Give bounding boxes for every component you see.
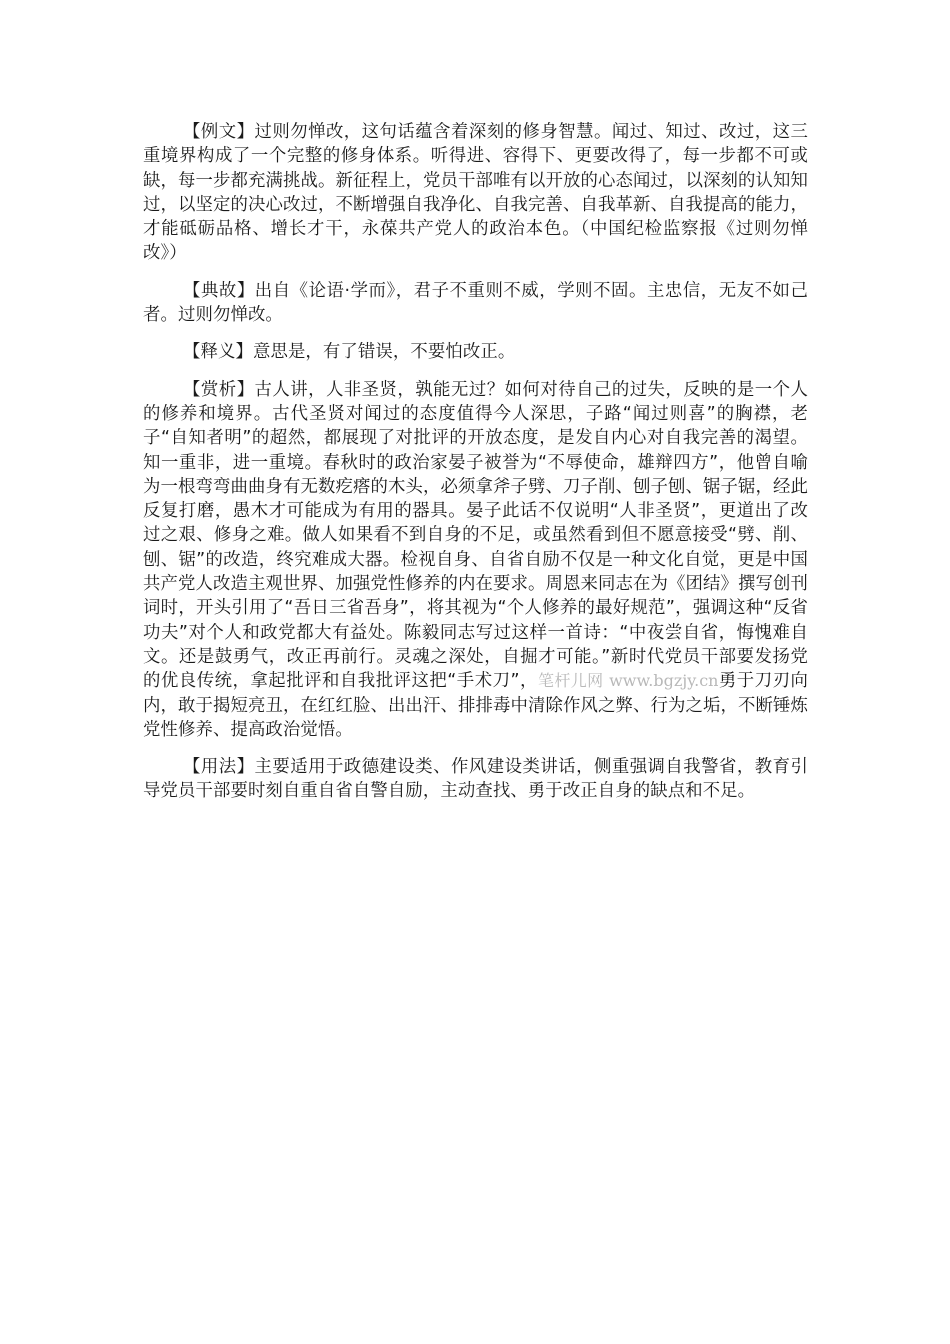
analysis-paragraph	[143, 378, 808, 742]
source-paragraph: 【典故】出自《论语·学而》，君子不重则不威，学则不固。主忠信，无友不如己者。过则勿惮改。	[143, 280, 808, 326]
analysis-text-after: 勇于刀刃向内，敢于揭短亮丑，在红红脸、出出汗、排排毒中清除作风之弊、行为之垢，不断锤炼党性修养、提高政治觉悟。	[143, 671, 808, 740]
meaning-paragraph: 【释义】意思是，有了错误，不要怕改正。	[183, 342, 516, 363]
watermark-text: 笔杆儿网 www.bgzjy.cn	[537, 671, 719, 691]
analysis-text-before: 【赏析】古人讲，人非圣贤，孰能无过？如何对待自己的过失，反映的是一个人的修养和境界。古代圣贤对闻过的态度值得今人深思，子路“闻过则喜”的胸襟，老子“自知者明”的超然，都展现了对批评的开放态度，是发自内心对自我完善的渴望。知一重非，进一重境。春秋时的政治家晏子被誉为“不辱使命，雄辩四方”，他曾自喻为一根弯弯曲曲身有无数疙瘩的木头，必须拿斧子劈、刀子削、刨子刨、锯子锯，经此反复打磨，愚木才可能成为有用的器具。晏子此话不仅说明“人非圣贤”，更道出了改过之艰、修身之难。做人如果看不到自身的不足，或虽然看到但不愿意接受“劈、削、刨、锯”的改造，终究难成大器。检视自身、自省自励不仅是一种文化自觉，更是中国共产党人改造主观世界、加强党性修养的内在要求。周恩来同志在为《团结》撰写创刊词时，开头引用了“吾日三省吾身”，将其视为“个人修养的最好规范”，强调这种“反省功夫”对个人和政党都大有益处。陈毅同志写过这样一首诗：“中夜尝自省，悔愧难自文。还是鼓勇气，改正再前行。灵魂之深处，自掘才可能。”新时代党员干部要发扬党的优良传统，拿起批评和自我批评这把“手术刀”，	[143, 379, 808, 692]
usage-paragraph: 【用法】主要适用于政德建设类、作风建设类讲话，侧重强调自我警省，教育引导党员干部要时刻自重自省自警自励，主动查找、勇于改正自身的缺点和不足。	[143, 757, 808, 802]
document-page	[143, 120, 808, 817]
example-paragraph: 【例文】过则勿惮改，这句话蕴含着深刻的修身智慧。闻过、知过、改过，这三重境界构成了一个完整的修身体系。听得进、容得下、更要改得了，每一步都不可或缺，每一步都充满挑战。新征程上，党员干部唯有以开放的心态闻过，以深刻的认知知过，以坚定的决心改过，不断增强自我净化、自我完善、自我革新、自我提高的能力，才能砥砺品格、增长才干，永葆共产党人的政治本色。（中国纪检监察报《过则勿惮改》）	[143, 122, 808, 264]
